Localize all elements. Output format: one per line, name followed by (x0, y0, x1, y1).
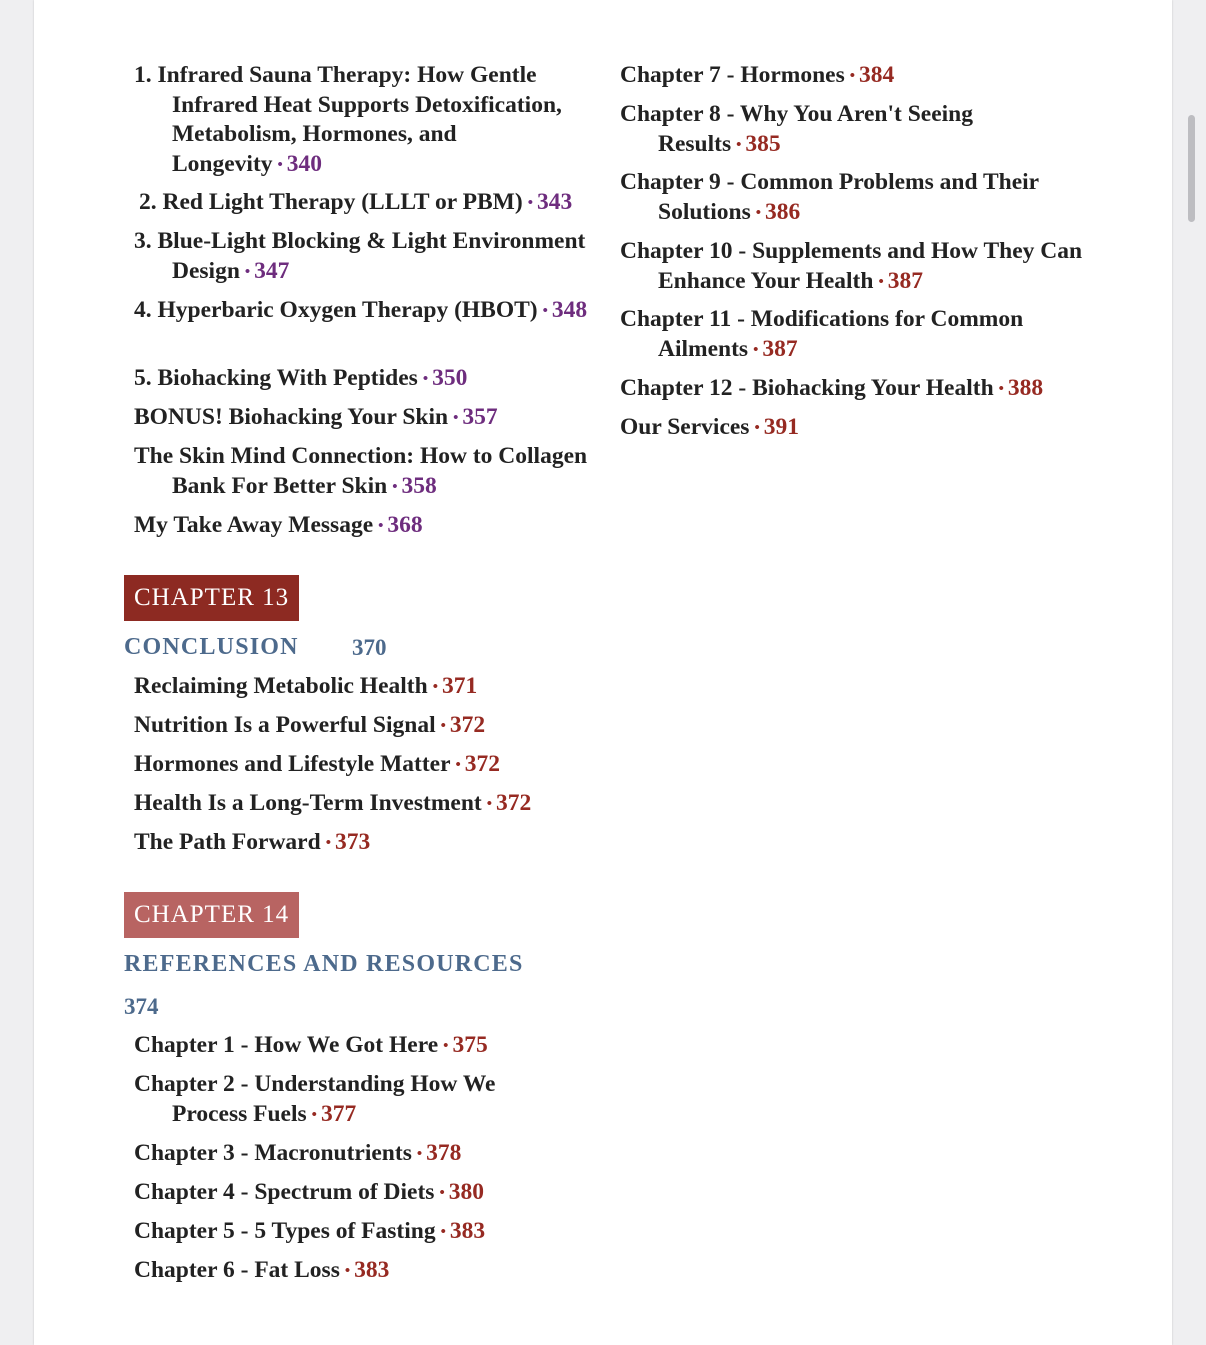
entry-page: 348 (551, 297, 588, 323)
toc-entry[interactable] (620, 168, 1088, 228)
bullet: • (849, 68, 856, 84)
chapter-13-label: CHAPTER 13 (124, 575, 299, 621)
entry-page: 384 (859, 62, 895, 88)
entry-page: 343 (536, 189, 573, 215)
bullet: • (753, 341, 759, 358)
vertical-scrollbar[interactable] (1188, 115, 1195, 222)
entry-page: 347 (254, 257, 290, 284)
bullet: • (453, 410, 459, 426)
entry-page: 371 (441, 673, 478, 699)
entry-page: 377 (320, 1100, 357, 1127)
entry-title: The Skin Mind Connection: How to Collagen Bank For Better Skin (134, 443, 588, 499)
toc-entry[interactable] (620, 413, 1178, 444)
entry-title: Chapter 10 - Supplements and How They Can Enhance Your Health (620, 238, 1083, 294)
toc-entry[interactable] (134, 750, 642, 781)
entry-page: 380 (448, 1179, 484, 1205)
toc-entry[interactable] (134, 442, 602, 502)
entry-title: Chapter 7 - Hormones (620, 62, 845, 88)
bullet: • (736, 136, 742, 153)
toc-entry[interactable] (620, 61, 1178, 92)
toc-entry[interactable] (134, 1070, 572, 1130)
entry-title: The Path Forward (134, 829, 321, 855)
bullet: • (878, 273, 884, 290)
entry-title: 5. Biohacking With Peptides (134, 365, 418, 391)
entry-title: Chapter 5 - 5 Types of Fasting (134, 1218, 436, 1244)
entry-title: Chapter 9 - Common Problems and Their Solutions (620, 169, 1039, 225)
entry-page: 388 (1007, 375, 1044, 401)
bullet: • (754, 420, 760, 436)
bullet: • (432, 679, 438, 695)
bullet: • (392, 478, 398, 495)
bullet: • (440, 1224, 446, 1240)
toc-entry[interactable] (134, 296, 592, 327)
bullet: • (244, 263, 251, 280)
bullet: • (277, 156, 283, 173)
bullet: • (443, 1038, 449, 1054)
entry-title: Chapter 12 - Biohacking Your Health (620, 375, 994, 401)
toc-entry[interactable] (620, 100, 1028, 160)
toc-entry[interactable] (134, 711, 642, 742)
conclusion-title[interactable]: CONCLUSION (124, 634, 299, 660)
entry-title: 2. Red Light Therapy (LLLT or PBM) (139, 189, 523, 215)
entry-title: Chapter 11 - Modifications for Common Ailments (620, 306, 1024, 362)
bullet: • (439, 1185, 445, 1201)
toc-entry[interactable] (134, 227, 592, 287)
bullet: • (486, 796, 492, 812)
toc-entry[interactable] (134, 364, 642, 395)
toc-entry[interactable] (134, 1256, 642, 1287)
entry-page: 385 (745, 130, 781, 157)
entry-page: 358 (401, 472, 437, 499)
toc-entry[interactable] (620, 374, 1178, 405)
entry-page: 375 (452, 1032, 488, 1058)
conclusion-page: 370 (352, 635, 387, 660)
toc-entry[interactable] (134, 1139, 642, 1170)
bullet: • (440, 718, 446, 734)
references-title[interactable]: REFERENCES AND RESOURCES (124, 951, 524, 977)
toc-entry[interactable] (134, 511, 642, 542)
entry-page: 350 (432, 365, 468, 391)
bullet: • (378, 518, 384, 534)
entry-title: Hormones and Lifestyle Matter (134, 751, 451, 777)
entry-title: 1. Infrared Sauna Therapy: How Gentle Infrared Heat Supports Detoxification, Metabolism, Hormones, and Longevity (134, 62, 562, 177)
entry-title: 3. Blue-Light Blocking & Light Environment Design (134, 228, 586, 284)
toc-entry[interactable] (134, 61, 612, 180)
entry-page: 368 (387, 512, 423, 538)
entry-title: Health Is a Long-Term Investment (134, 790, 482, 816)
entry-title: Chapter 1 - How We Got Here (134, 1032, 439, 1058)
entry-title: Reclaiming Metabolic Health (134, 673, 428, 699)
entry-page: 372 (449, 712, 486, 738)
entry-title: My Take Away Message (134, 512, 374, 538)
bullet: • (755, 204, 762, 221)
entry-title: Chapter 6 - Fat Loss (134, 1257, 340, 1283)
bullet: • (311, 1106, 317, 1123)
bullet: • (422, 371, 429, 387)
entry-title: Chapter 4 - Spectrum of Diets (134, 1179, 435, 1205)
bullet: • (344, 1263, 351, 1279)
toc-entry[interactable] (134, 1178, 642, 1209)
entry-title: 4. Hyperbaric Oxygen Therapy (HBOT) (134, 297, 538, 323)
bullet: • (998, 381, 1004, 397)
entry-page: 357 (462, 404, 498, 430)
toc-entry[interactable] (134, 1031, 642, 1062)
toc-entry[interactable] (139, 188, 647, 219)
entry-title: BONUS! Biohacking Your Skin (134, 404, 449, 430)
toc-entry[interactable] (134, 1217, 642, 1248)
entry-page: 372 (495, 790, 532, 816)
entry-title: Nutrition Is a Powerful Signal (134, 712, 436, 738)
bullet: • (416, 1146, 423, 1162)
entry-page: 387 (887, 267, 923, 294)
entry-title: Chapter 8 - Why You Aren't Seeing Results (620, 101, 973, 157)
bullet: • (542, 303, 548, 319)
toc-entry[interactable] (134, 828, 642, 859)
toc-entry[interactable] (134, 672, 642, 703)
toc-entry[interactable] (134, 789, 642, 820)
references-page: 374 (124, 994, 159, 1019)
entry-page: 378 (426, 1140, 462, 1166)
entry-title: Chapter 3 - Macronutrients (134, 1140, 412, 1166)
entry-title: Our Services (620, 414, 750, 440)
entry-page: 391 (763, 414, 799, 440)
bullet: • (325, 835, 331, 851)
entry-title: Chapter 2 - Understanding How We Process Fuels (134, 1071, 496, 1127)
bullet: • (527, 195, 533, 211)
entry-page: 386 (765, 198, 801, 225)
toc-entry[interactable] (620, 237, 1083, 297)
entry-page: 387 (762, 335, 798, 362)
entry-page: 372 (464, 751, 501, 777)
chapter-14-label: CHAPTER 14 (124, 892, 299, 938)
toc-entry[interactable] (134, 403, 642, 434)
toc-entry[interactable] (620, 305, 1078, 365)
entry-page: 383 (449, 1218, 486, 1244)
entry-page: 383 (354, 1257, 390, 1283)
entry-page: 340 (286, 150, 323, 177)
document-page (34, 0, 1172, 1345)
entry-page: 373 (334, 829, 371, 855)
bullet: • (455, 757, 461, 773)
